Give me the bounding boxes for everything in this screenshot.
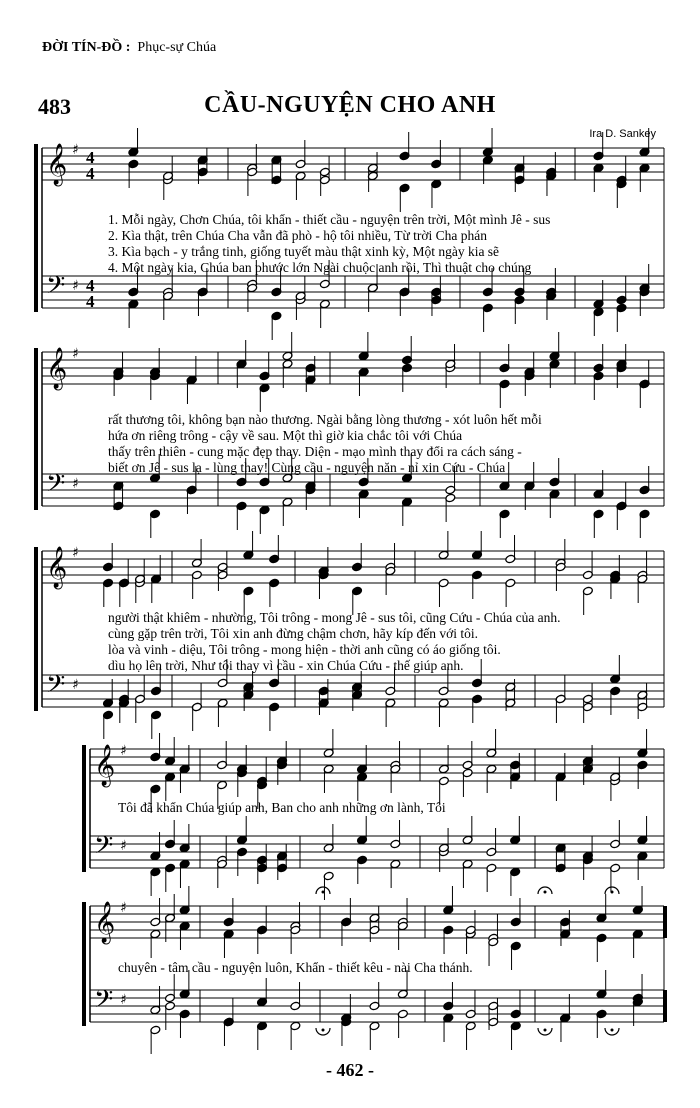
time-signature-bottom: 4	[86, 164, 95, 183]
time-signature-bottom: 4	[86, 292, 95, 311]
bass-clef: 𝄢	[94, 985, 114, 1020]
lyric-line: chuyên - tâm cầu - nguyện luôn, Khẩn - thiết kêu - nài Cha thánh.	[118, 960, 473, 975]
treble-clef: 𝄞	[46, 547, 68, 588]
treble-clef: 𝄞	[94, 902, 116, 943]
system-bracket	[82, 745, 86, 872]
treble-clef: 𝄞	[46, 348, 68, 389]
bass-clef: 𝄢	[46, 469, 66, 504]
treble-clef: 𝄞	[46, 144, 68, 185]
key-signature-sharp: ♯	[120, 743, 127, 759]
fermata-dot	[611, 1029, 614, 1032]
key-signature-sharp: ♯	[120, 838, 127, 854]
lyric-line: thấy trên thiên - cung mặc đẹp thay. Diện - mạo mình thay đổi ra cách sáng -	[108, 444, 522, 459]
hymn-title: CẦU-NGUYỆN CHO ANH	[204, 92, 496, 118]
lyric-line: rất thương tôi, không bạn nào thương. Ngài bằng lòng thương - xót luôn hết mỗi	[108, 412, 542, 427]
bass-clef: 𝄢	[46, 670, 66, 705]
lyric-line: 1. Mỗi ngày, Chơn Chúa, tôi khẩn - thiết cầu - nguyện trên trời, Một mình Jê - sus	[108, 212, 551, 227]
final-barline	[663, 906, 667, 938]
section-name: Phục-sự Chúa	[137, 40, 217, 55]
lyric-line: hứa ơn riêng trông - cậy về sau. Một thì giờ kia chắc tôi với Chúa	[108, 428, 463, 443]
composer: Ira D. Sankey	[589, 128, 656, 140]
key-signature-sharp: ♯	[120, 992, 127, 1008]
lyric-line: 2. Kìa thật, trên Chúa Cha vẫn đã phò - hộ tôi nhiều, Từ trời Cha phán	[108, 228, 488, 243]
key-signature-sharp: ♯	[72, 278, 79, 294]
hymn-number: 483	[38, 94, 71, 119]
time-signature-top: 4	[86, 276, 95, 295]
fermata-dot	[322, 1029, 325, 1032]
fermata-dot	[544, 1029, 547, 1032]
time-signature-top: 4	[86, 148, 95, 167]
lyric-line: biết ơn Jê - sus lạ - lùng thay! Cùng cầu - nguyện năn - nỉ xin Cứu - Chúa	[108, 460, 506, 475]
treble-clef: 𝄞	[94, 745, 116, 786]
system-bracket	[34, 547, 38, 711]
page-number: - 462 -	[326, 1060, 374, 1080]
fermata-dot	[544, 891, 547, 894]
lyric-line: 3. Kìa bạch - y trắng tinh, giống tuyết màu thật xinh kỳ, Một ngày kia sẽ	[108, 244, 500, 259]
key-signature-sharp: ♯	[72, 142, 79, 158]
key-signature-sharp: ♯	[72, 677, 79, 693]
book-name: ĐỜI TÍN-ĐỒ :	[42, 40, 131, 55]
lyric-line: lòa và vinh - diệu, Tôi trông - mong hiện - thời anh cũng có áo giống tôi.	[108, 642, 501, 657]
key-signature-sharp: ♯	[120, 900, 127, 916]
system-bracket	[34, 144, 38, 312]
key-signature-sharp: ♯	[72, 346, 79, 362]
bass-clef: 𝄢	[46, 271, 66, 306]
lyric-line: dìu họ lên trời, Như tôi thay vì cầu - xin Chúa Cứu - thế giúp anh.	[108, 658, 464, 673]
lyric-line: 4. Một ngày kia, Chúa ban phước lớn Ngài chuộc anh rồi, Thì thuật cho chúng	[108, 260, 532, 275]
final-barline	[663, 990, 667, 1022]
lyric-line: cùng gặp trên trời, Tôi xin anh đừng chậm chơn, hãy kíp đến với tôi.	[108, 626, 479, 641]
bass-clef: 𝄢	[94, 831, 114, 866]
lyric-line: Tôi đã khẩn Chúa giúp anh, Ban cho anh những ơn lành, Tôi	[118, 800, 446, 815]
key-signature-sharp: ♯	[72, 476, 79, 492]
lyric-line: người thật khiêm - nhường, Tôi trông - mong Jê - sus tôi, cũng Cứu - Chúa của anh.	[108, 610, 561, 625]
system-bracket	[34, 348, 38, 510]
system-bracket	[82, 902, 86, 1026]
fermata-dot	[322, 891, 325, 894]
fermata-dot	[611, 891, 614, 894]
key-signature-sharp: ♯	[72, 545, 79, 561]
